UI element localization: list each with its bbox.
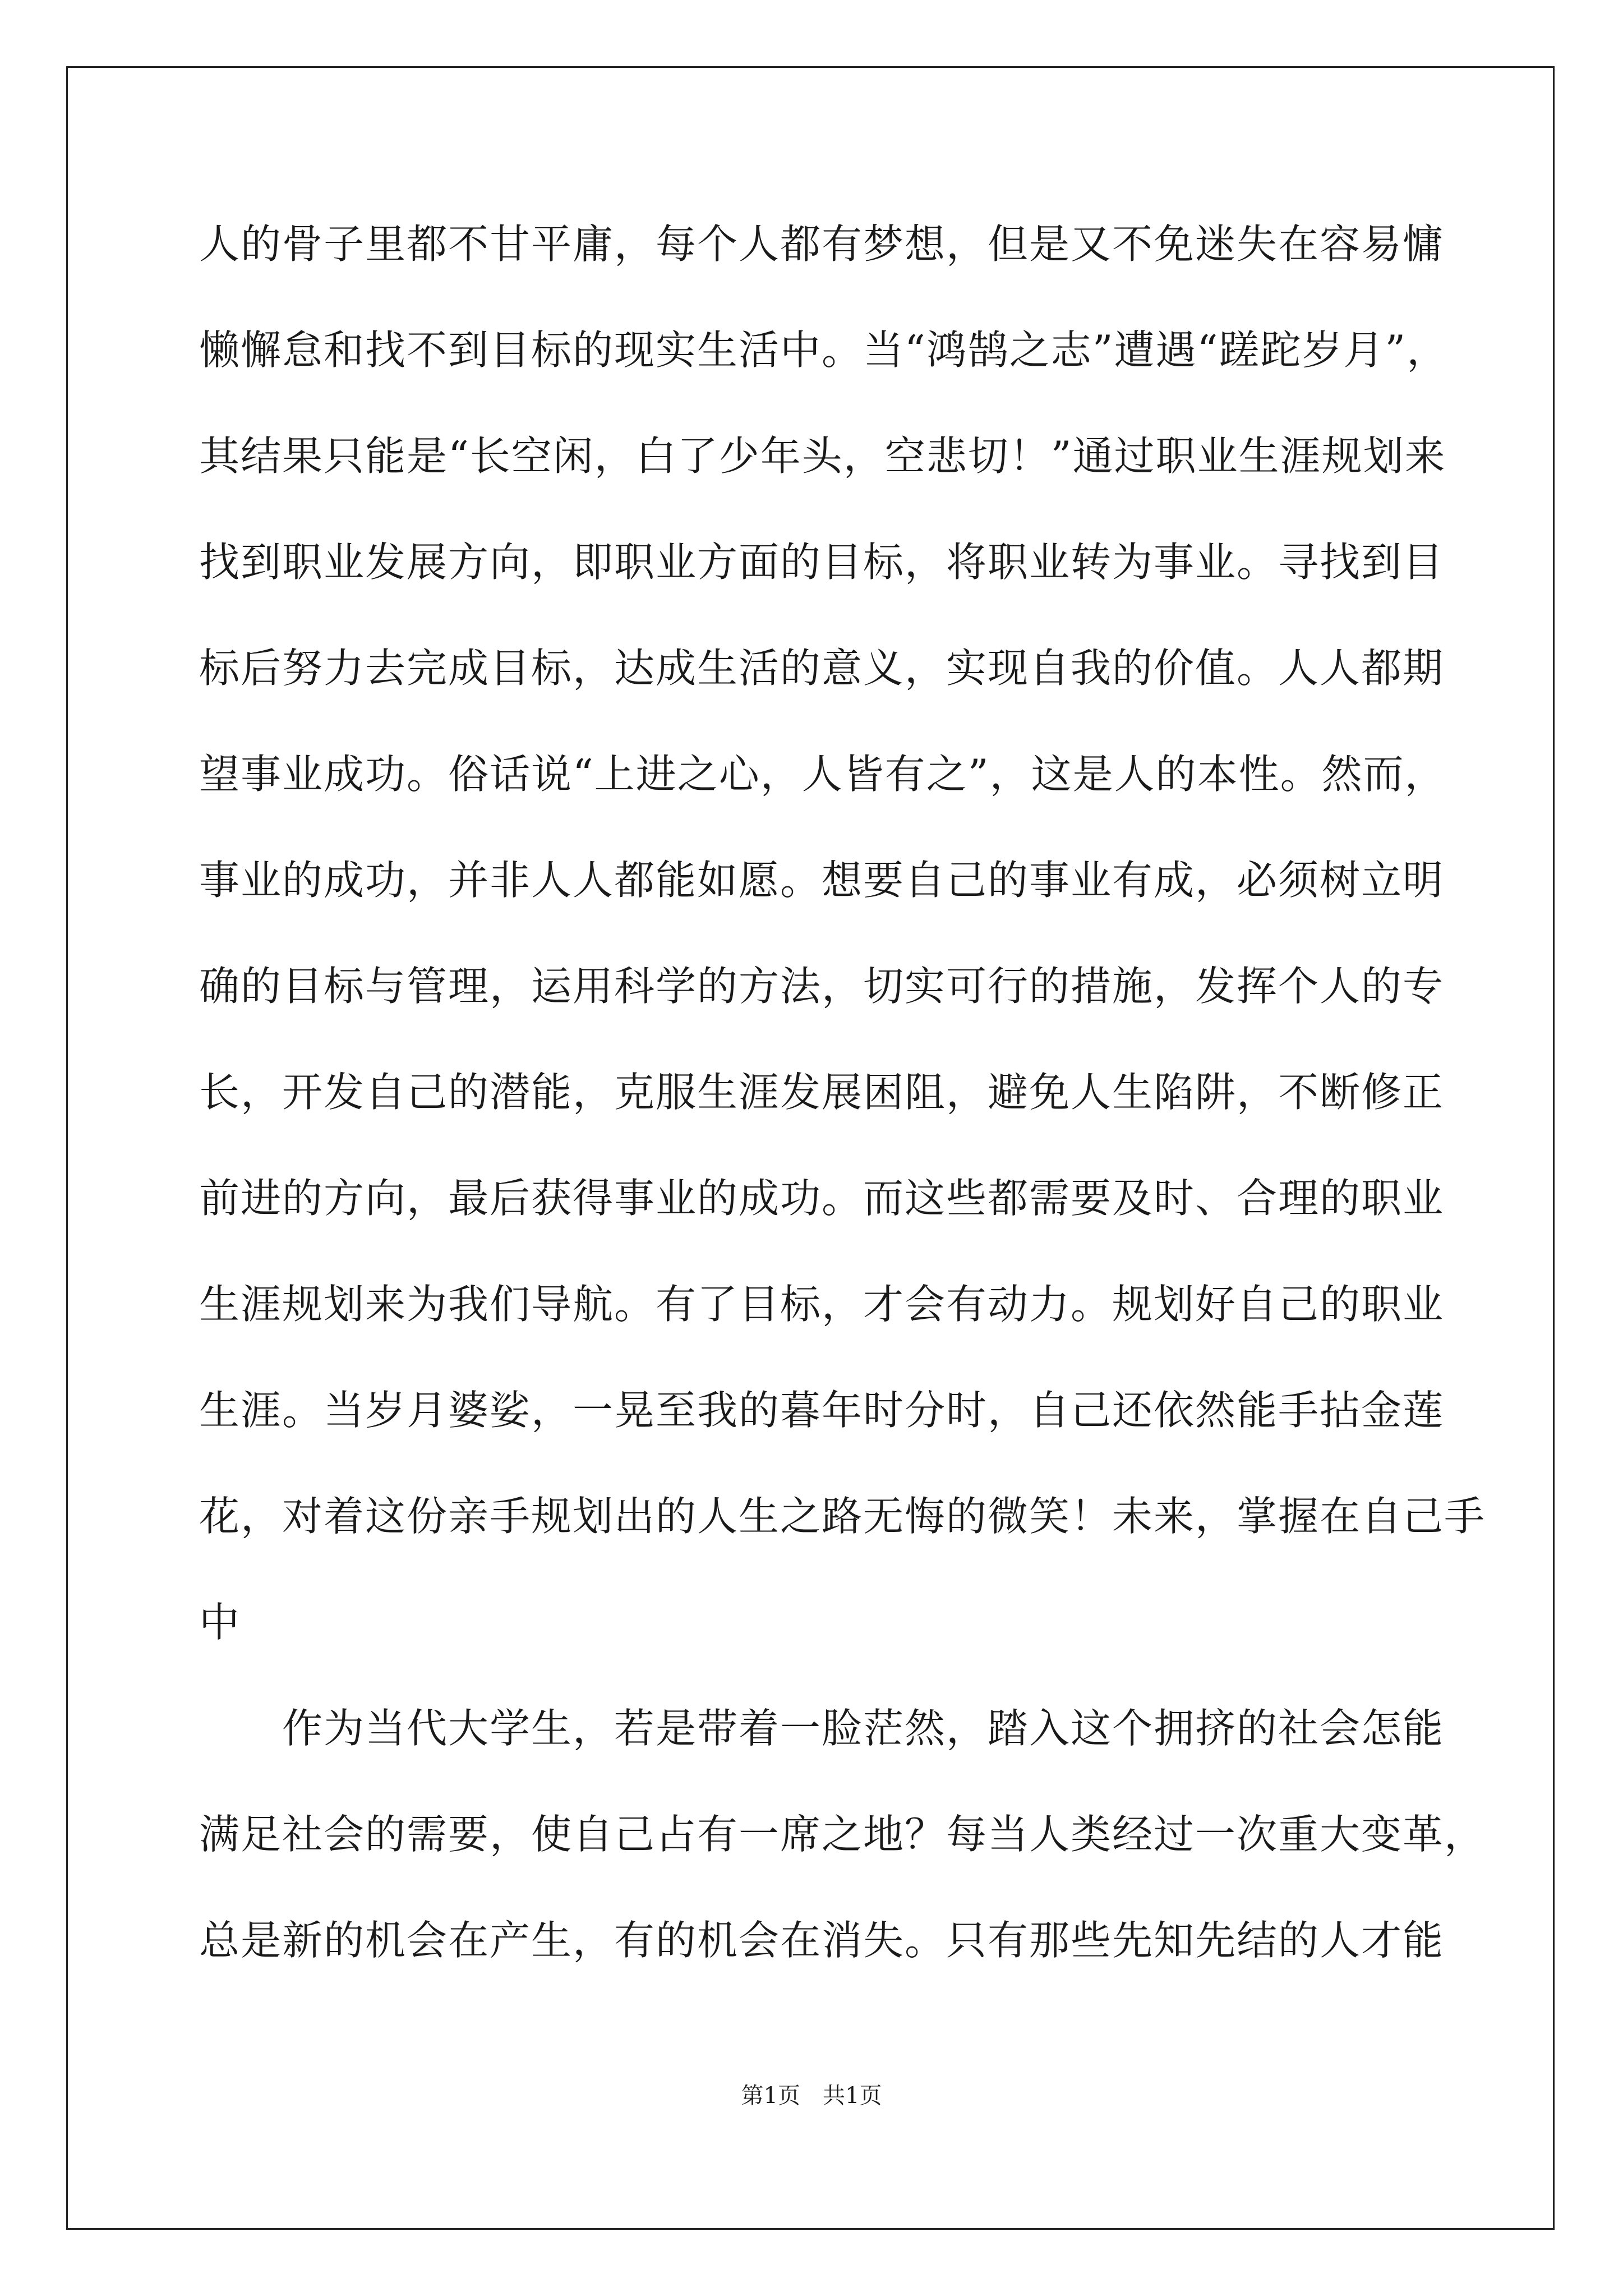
text-line: 前进的方向，最后获得事业的成功。而这些都需要及时、合理的职业 bbox=[199, 1175, 1445, 1222]
text-line: 生涯。当岁月婆娑，一晃至我的暮年时分时，自己还依然能手拈金莲 bbox=[199, 1387, 1445, 1434]
text-line: 找到职业发展方向，即职业方面的目标，将职业转为事业。寻找到目 bbox=[199, 539, 1445, 586]
text-line: 作为当代大学生，若是带着一脸茫然，踏入这个拥挤的社会怎能 bbox=[199, 1705, 1445, 1752]
text-line: 事业的成功，并非人人都能如愿。想要自己的事业有成，必须树立明 bbox=[199, 857, 1445, 904]
text-line: 确的目标与管理，运用科学的方法，切实可行的措施，发挥个人的专 bbox=[199, 963, 1445, 1010]
text-line: 其结果只能是“长空闲，白了少年头，空悲切！”通过职业生涯规划来 bbox=[199, 432, 1446, 480]
text-line: 懒懈怠和找不到目标的现实生活中。当“鸿鹄之志”遭遇“蹉跎岁月”， bbox=[199, 326, 1449, 374]
page-number-footer: 第1页 共1页 bbox=[741, 2083, 882, 2109]
text-line: 人的骨子里都不甘平庸，每个人都有梦想，但是又不免迷失在容易慵 bbox=[199, 220, 1445, 268]
text-line: 长，开发自己的潜能，克服生涯发展困阻，避免人生陷阱，不断修正 bbox=[199, 1069, 1445, 1116]
text-line: 望事业成功。俗话说“上进之心，人皆有之”，这是人的本性。然而， bbox=[199, 751, 1446, 798]
page-border bbox=[66, 66, 1555, 2230]
text-line: 标后努力去完成目标，达成生活的意义，实现自我的价值。人人都期 bbox=[199, 645, 1445, 692]
text-line: 满足社会的需要，使自己占有一席之地？每当人类经过一次重大变革， bbox=[199, 1811, 1486, 1858]
text-line: 总是新的机会在产生，有的机会在消失。只有那些先知先结的人才能 bbox=[199, 1917, 1445, 1964]
text-line: 中 bbox=[199, 1599, 241, 1646]
text-line: 花，对着这份亲手规划出的人生之路无悔的微笑！未来，掌握在自己手 bbox=[199, 1493, 1486, 1540]
text-line: 生涯规划来为我们导航。有了目标，才会有动力。规划好自己的职业 bbox=[199, 1281, 1445, 1328]
